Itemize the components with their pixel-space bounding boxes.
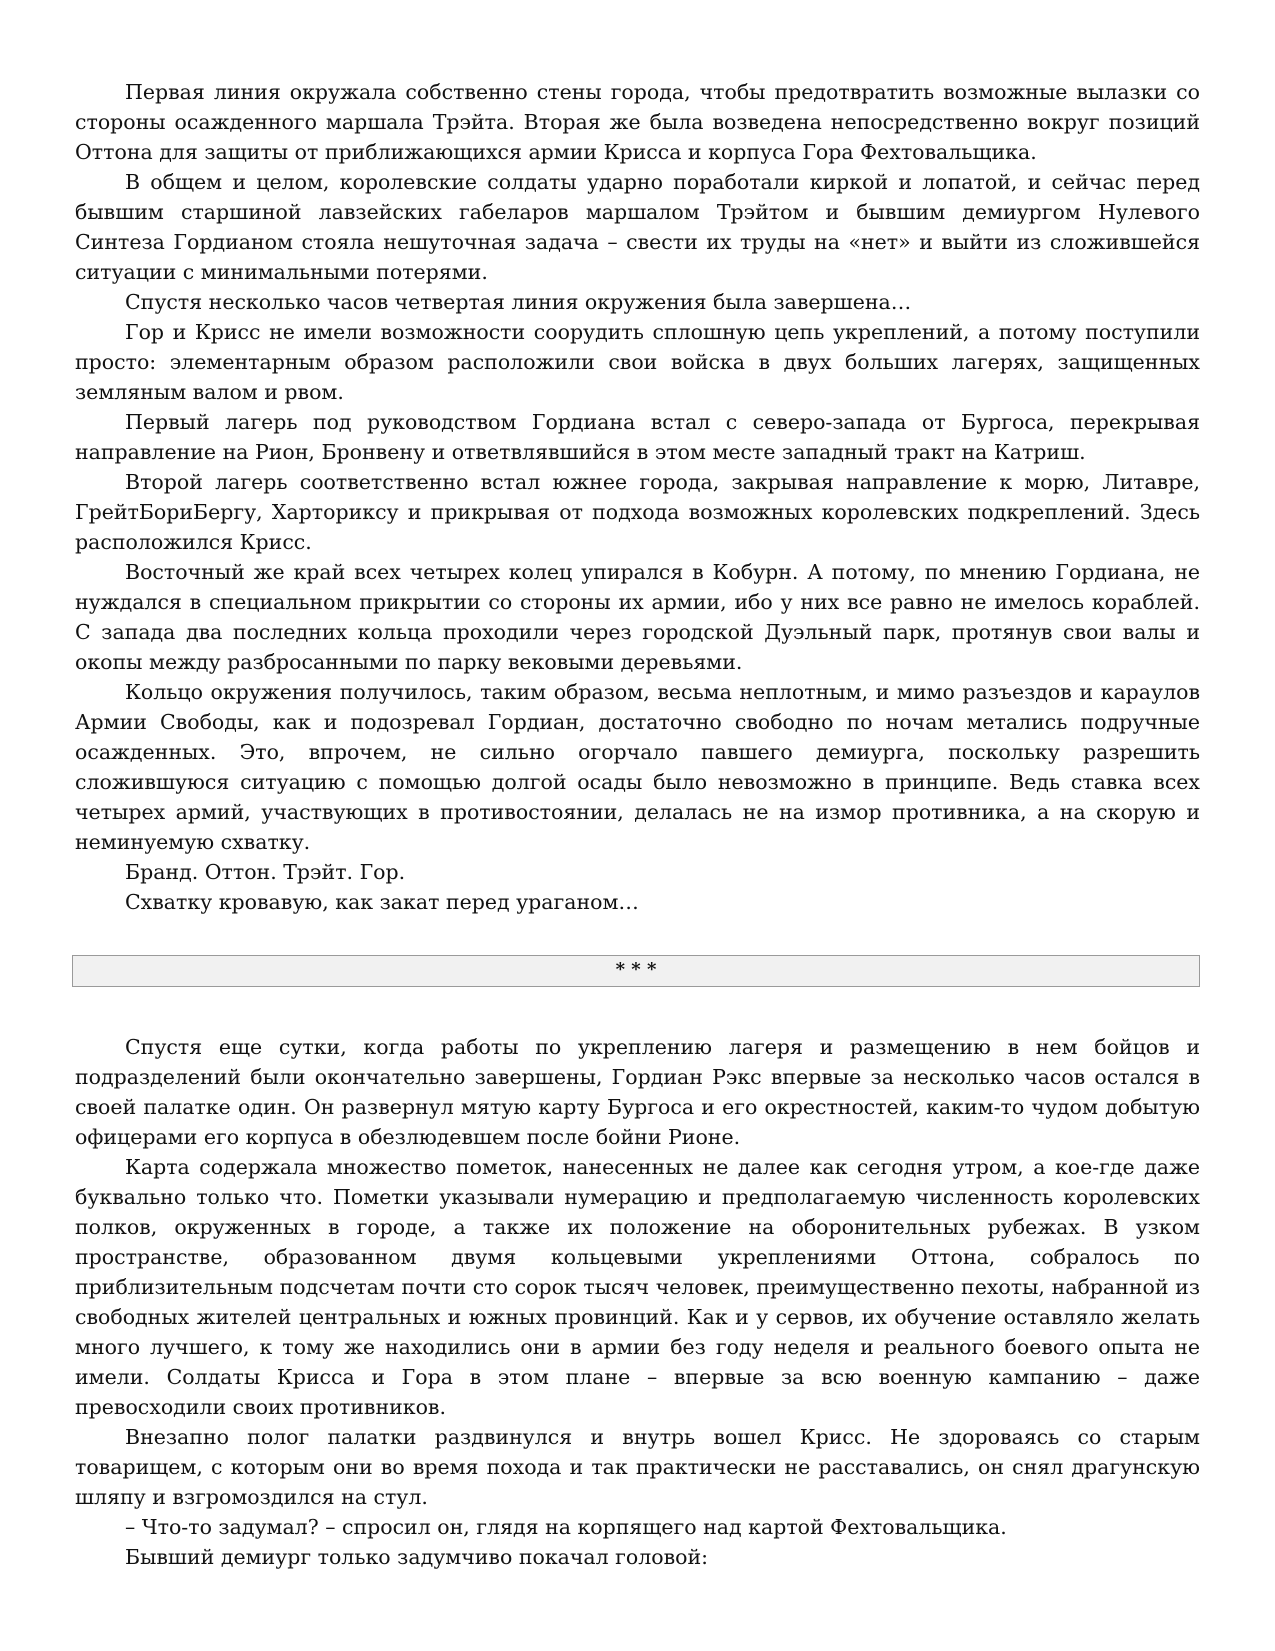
section-separator: * * * [72, 955, 1200, 987]
paragraph: Бывший демиург только задумчиво покачал головой: [125, 1545, 709, 1569]
text-section-2 [75, 1032, 1200, 1572]
paragraph: В общем и целом, королевские солдаты ударно поработали киркой и лопатой, и сейчас перед бывшим старшиной лавзейских габеларов маршалом Трэйтом и бывшим демиургом Нулевого Синтеза Гордианом стояла нешуточная задача – свести их труды на «нет» и выйти из сложившейся ситуации с минимальными потерями. [75, 170, 1200, 284]
paragraph: Кольцо окружения получилось, таким образом, весьма неплотным, и мимо разъездов и караулов Армии Свободы, как и подозревал Гордиан, достаточно свободно по ночам метались подручные осажденных. Это, впрочем, не сильно огорчало павшего демиурга, поскольку разрешить сложившуюся ситуацию с помощью долгой осады было невозможно в принципе. Ведь ставка всех четырех армий, участвующих в противостоянии, делалась не на измор противника, а на скорую и неминуемую схватку. [75, 680, 1200, 854]
paragraph: Второй лагерь соответственно встал южнее города, закрывая направление к морю, Литавре, ГрейтБориБергу, Харториксу и прикрывая от подхода возможных королевских подкреплений. Здесь расположился Крисс. [75, 470, 1200, 554]
paragraph: Восточный же край всех четырех колец упирался в Кобурн. А потому, по мнению Гордиана, не нуждался в специальном прикрытии со стороны их армии, ибо у них все равно не имелось кораблей. С запада два последних кольца проходили через городской Дуэльный парк, протянув свои валы и окопы между разбросанными по парку вековыми деревьями. [75, 560, 1200, 674]
paragraph: Спустя несколько часов четвертая линия окружения была завершена… [125, 290, 912, 314]
paragraph: Схватку кровавую, как закат перед ураганом… [125, 890, 639, 914]
paragraph: Гор и Крисс не имели возможности соорудить сплошную цепь укреплений, а потому поступили просто: элементарным образом расположили свои войска в двух больших лагерях, защищенных земляным валом и рвом. [75, 320, 1200, 404]
paragraph: Внезапно полог палатки раздвинулся и внутрь вошел Крисс. Не здороваясь со старым товарищем, с которым они во время похода и так практически не расставались, он снял драгунскую шляпу и взгромоздился на стул. [75, 1425, 1200, 1509]
paragraph: Первая линия окружала собственно стены города, чтобы предотвратить возможные вылазки со стороны осажденного маршала Трэйта. Вторая же была возведена непосредственно вокруг позиций Оттона для защиты от приближающихся армии Крисса и корпуса Гора Фехтовальщика. [75, 80, 1200, 164]
paragraph: Первый лагерь под руководством Гордиана встал с северо-запада от Бургоса, перекрывая направление на Рион, Бронвену и ответвлявшийся в этом месте западный тракт на Катриш. [75, 410, 1200, 464]
paragraph: Карта содержала множество пометок, нанесенных не далее как сегодня утром, а кое-где даже буквально только что. Пометки указывали нумерацию и предполагаемую численность королевских полков, окруженных в городе, а также их положение на оборонительных рубежах. В узком пространстве, образованном двумя кольцевыми укреплениями Оттона, собралось по приблизительным подсчетам почти сто сорок тысяч человек, преимущественно пехоты, набранной из свободных жителей центральных и южных провинций. Как и у сервов, их обучение оставляло желать много лучшего, к тому же находились они в армии без году неделя и реального боевого опыта не имели. Солдаты Крисса и Гора в этом плане – впервые за всю военную кампанию – даже превосходили своих противников. [75, 1155, 1200, 1419]
text-section-1 [75, 77, 1200, 917]
paragraph: Бранд. Оттон. Трэйт. Гор. [125, 860, 406, 884]
paragraph: – Что-то задумал? – спросил он, глядя на корпящего над картой Фехтовальщика. [125, 1515, 1007, 1539]
paragraph: Спустя еще сутки, когда работы по укреплению лагеря и размещению в нем бойцов и подразделений были окончательно завершены, Гордиан Рэкс впервые за несколько часов остался в своей палатке один. Он развернул мятую карту Бургоса и его окрестностей, каким-то чудом добытую офицерами его корпуса в обезлюдевшем после бойни Рионе. [75, 1035, 1200, 1149]
